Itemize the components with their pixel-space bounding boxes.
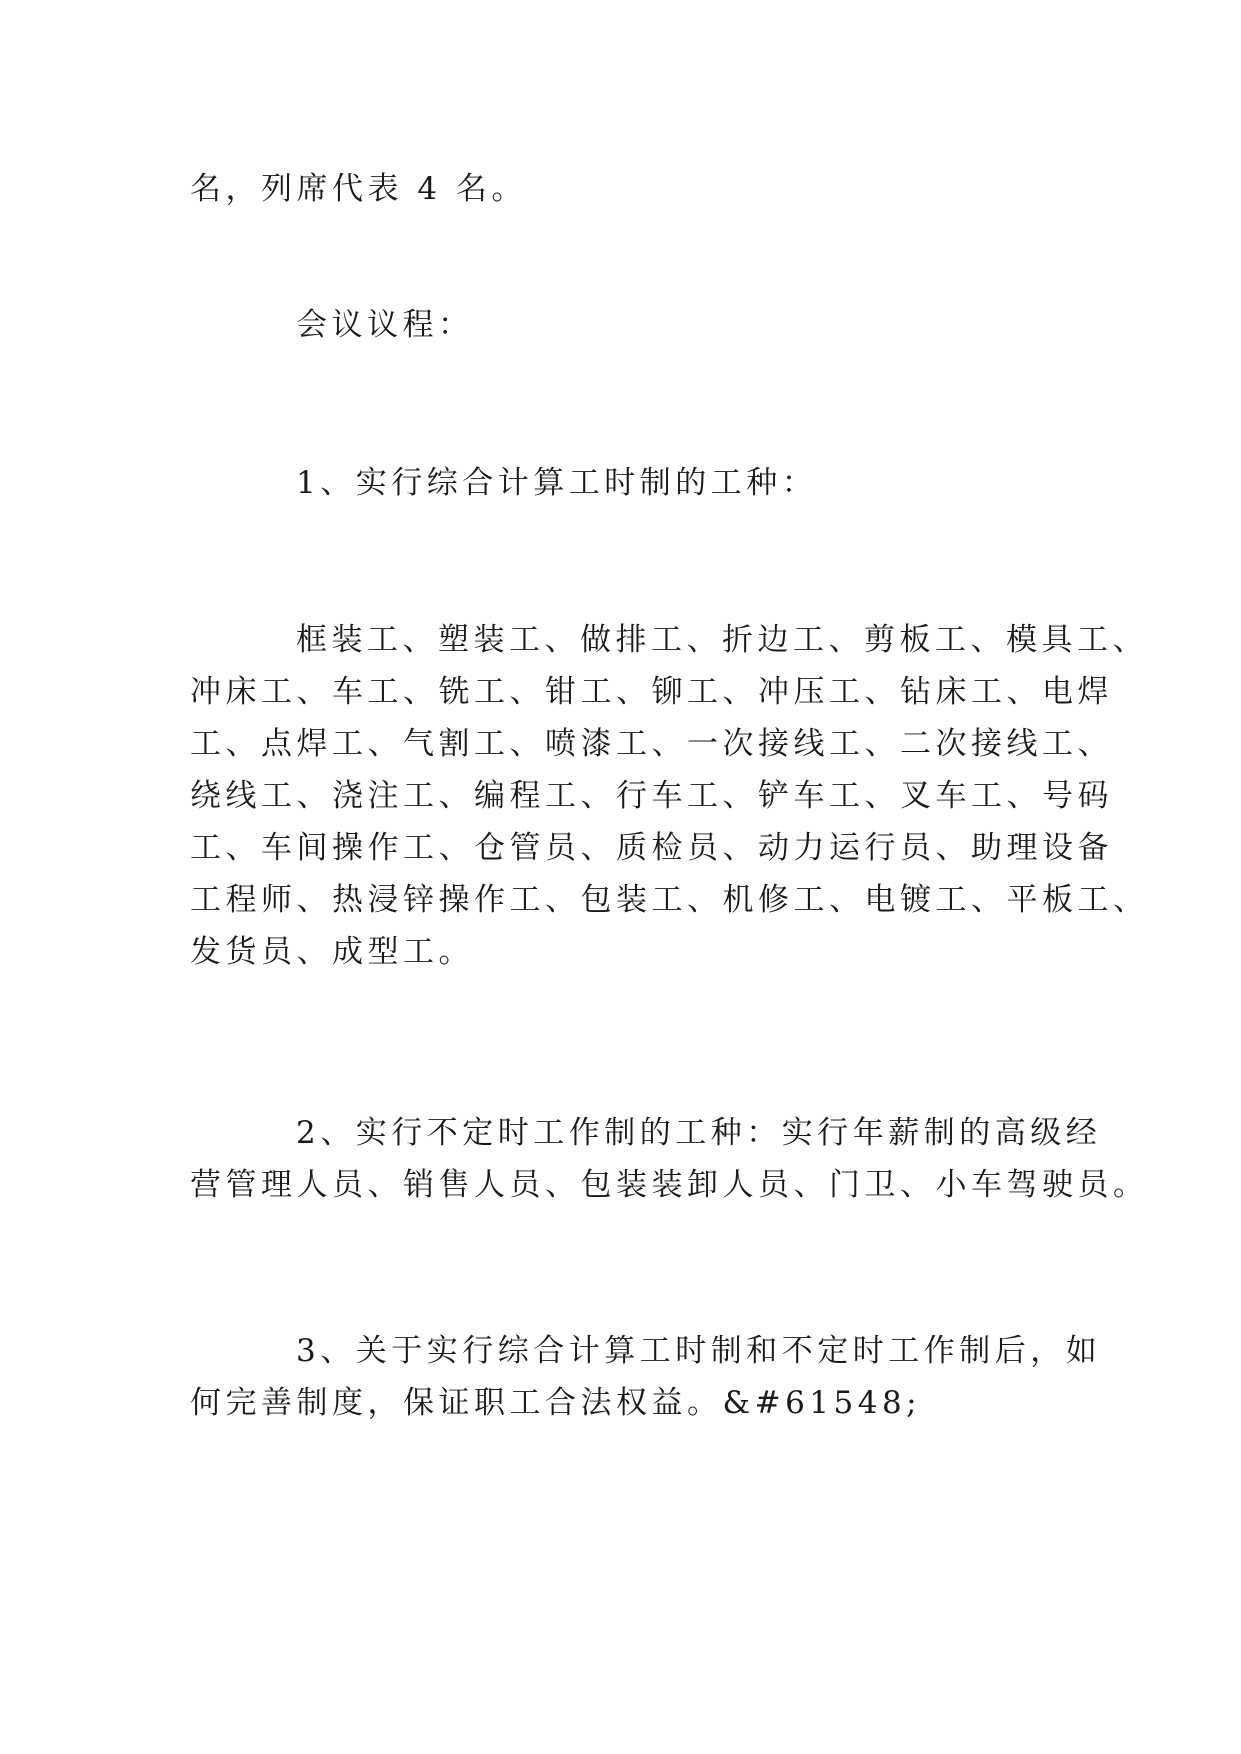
item1-line-7: 发货员、成型工。 [190, 934, 474, 970]
agenda-heading: 会议议程： [296, 307, 474, 343]
item1-line-6: 工程师、热浸锌操作工、包装工、机修工、电镀工、平板工、 [190, 882, 1149, 918]
item1-line-5: 工、车间操作工、仓管员、质检员、动力运行员、助理设备 [190, 830, 1113, 866]
item1-line-2: 冲床工、车工、铣工、钳工、铆工、冲压工、钻床工、电焊 [190, 674, 1113, 710]
item1-heading: 1、实行综合计算工时制的工种： [296, 465, 818, 501]
item1-line-3: 工、点焊工、气割工、喷漆工、一次接线工、二次接线工、 [190, 726, 1113, 762]
item1-line-1: 框装工、塑装工、做排工、折边工、剪板工、模具工、 [296, 622, 1148, 658]
item2-line-2: 营管理人员、销售人员、包装装卸人员、门卫、小车驾驶员。 [190, 1167, 1149, 1203]
item3-line-1: 3、关于实行综合计算工时制和不定时工作制后，如 [296, 1333, 1102, 1369]
item2-line-1: 2、实行不定时工作制的工种：实行年薪制的高级经 [296, 1115, 1102, 1151]
item1-line-4: 绕线工、浇注工、编程工、行车工、铲车工、叉车工、号码 [190, 778, 1113, 814]
item3-line-2: 何完善制度，保证职工合法权益。&#61548; [190, 1385, 922, 1421]
intro-tail-text: 名，列席代表 4 名。 [190, 171, 527, 207]
